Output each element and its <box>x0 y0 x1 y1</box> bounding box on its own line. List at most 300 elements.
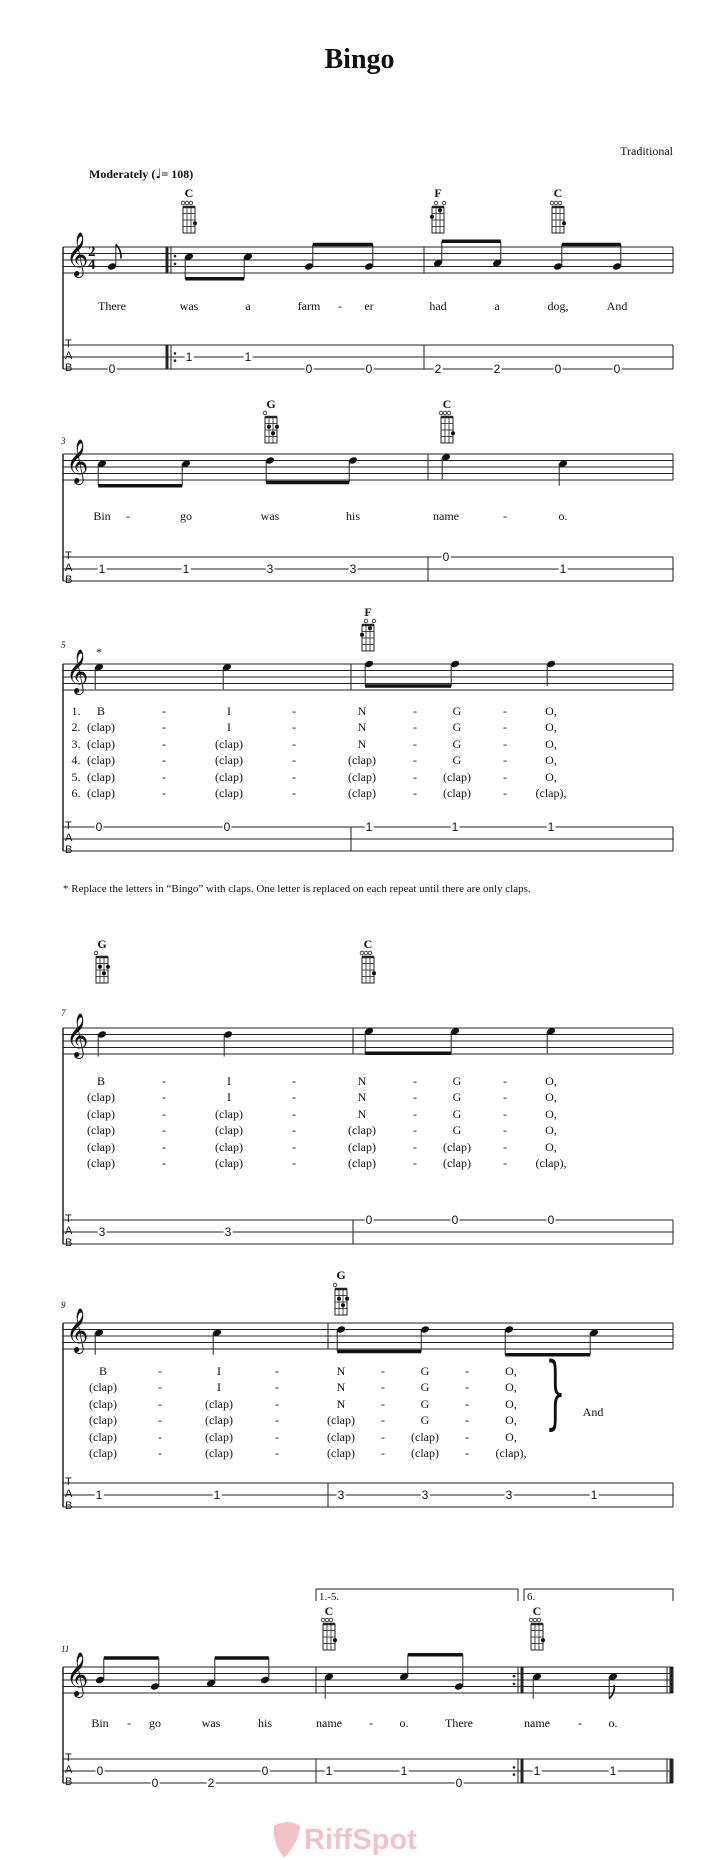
lyric-hyphen: - <box>275 1430 279 1444</box>
tempo-label: Moderately <box>89 167 149 181</box>
lyric-hyphen: - <box>381 1413 385 1427</box>
lyric-hyphen: - <box>503 737 507 751</box>
lyric-hyphen: - <box>413 1107 417 1121</box>
lyric-hyphen: - <box>381 1364 385 1378</box>
lyric-hyphen: - <box>158 1413 162 1427</box>
open-string-icon <box>550 201 554 205</box>
lyric-syllable: (clap) <box>215 770 243 784</box>
lyric-syllable: O, <box>505 1380 517 1394</box>
lyric-hyphen: - <box>292 1123 296 1137</box>
tab-fret-number: 1 <box>451 820 459 834</box>
lyric-syllable: G <box>452 753 462 767</box>
tab-fret-number: 1 <box>325 1764 333 1778</box>
tab-label-letter: T <box>65 550 72 562</box>
lyric-hyphen: - <box>503 1090 507 1104</box>
lyric-syllable: (clap) <box>89 1430 117 1444</box>
lyric-hyphen: - <box>465 1380 469 1394</box>
tab-fret-number: 3 <box>224 1225 232 1239</box>
lyric-syllable: was <box>179 299 199 313</box>
finger-dot-icon <box>275 425 279 429</box>
tempo-bpm: = 108) <box>161 167 194 181</box>
lyric-hyphen: - <box>413 1123 417 1137</box>
open-string-icon <box>333 1283 337 1287</box>
lyric-hyphen: - <box>275 1413 279 1427</box>
lyric-hyphen: - <box>413 770 417 784</box>
lyric-hyphen: - <box>275 1397 279 1411</box>
lyric-syllable: N <box>357 1074 367 1088</box>
chord-name: C <box>184 186 194 200</box>
tab-fret-number: 3 <box>98 1225 106 1239</box>
tab-fret-number: 1 <box>365 820 373 834</box>
treble-clef-icon: 𝄞 <box>66 649 89 693</box>
lyric-syllable: I <box>227 720 231 734</box>
lyric-syllable: Bin <box>91 1716 109 1730</box>
lyric-syllable: O, <box>545 1074 557 1088</box>
open-string-icon <box>372 619 376 623</box>
lyric-hyphen: - <box>465 1397 469 1411</box>
chord-name: C <box>442 397 452 411</box>
tab-fret-number: 1 <box>244 350 252 364</box>
tab-fret-number: 1 <box>559 562 567 576</box>
tab-label-letter: T <box>65 1476 72 1488</box>
lyric-hyphen: - <box>465 1364 469 1378</box>
finger-dot-icon <box>451 431 455 435</box>
tab-fret-number: 3 <box>349 562 357 576</box>
lyric-syllable: (clap) <box>215 1140 243 1154</box>
tab-fret-number: 1 <box>98 562 106 576</box>
volta-label: 1.-5. <box>319 1591 340 1603</box>
tab-fret-number: 0 <box>108 362 116 376</box>
lyric-hyphen: - <box>292 1107 296 1121</box>
lyric-syllable: name <box>316 1716 342 1730</box>
lyric-syllable: (clap) <box>87 1123 115 1137</box>
lyric-syllable: (clap) <box>348 753 376 767</box>
tab-fret-number: 0 <box>151 1776 159 1790</box>
finger-dot-icon <box>193 221 197 225</box>
finger-dot-icon <box>267 425 271 429</box>
tab-label-letter: T <box>65 1213 72 1225</box>
lyric-hyphen: - <box>503 770 507 784</box>
lyric-hyphen: - <box>292 704 296 718</box>
lyric-hyphen: - <box>162 704 166 718</box>
lyric-syllable: O, <box>545 1140 557 1154</box>
measure-number: 5 <box>61 640 66 650</box>
finger-dot-icon <box>368 626 372 630</box>
lyric-syllable: (clap) <box>87 786 115 800</box>
lyric-hyphen: - <box>503 1074 507 1088</box>
tab-fret-number: 3 <box>266 562 274 576</box>
tab-fret-number: 0 <box>451 1213 459 1227</box>
lyric-syllable: (clap) <box>215 1107 243 1121</box>
lyric-syllable: G <box>452 1090 462 1104</box>
chord-name: C <box>363 937 373 951</box>
lyric-hyphen: - <box>275 1446 279 1460</box>
tab-fret-number: 0 <box>96 1764 104 1778</box>
lyric-hyphen: - <box>503 786 507 800</box>
lyric-syllable: (clap) <box>411 1446 439 1460</box>
lyric-hyphen: - <box>292 1140 296 1154</box>
lyric-hyphen: - <box>162 786 166 800</box>
volta-bracket-2 <box>524 1589 673 1601</box>
open-string-icon <box>434 201 438 205</box>
lyric-syllable: (clap) <box>87 1090 115 1104</box>
lyric-hyphen: - <box>381 1446 385 1460</box>
lyric-syllable: (clap) <box>215 753 243 767</box>
lyric-hyphen: - <box>162 753 166 767</box>
lyric-syllable: (clap) <box>348 1123 376 1137</box>
tab-fret-number: 1 <box>213 1488 221 1502</box>
lyric-hyphen: - <box>162 720 166 734</box>
open-string-icon <box>185 201 189 205</box>
lyric-hyphen: - <box>413 720 417 734</box>
lyric-hyphen: - <box>413 786 417 800</box>
lyric-hyphen: - <box>292 786 296 800</box>
lyric-hyphen: - <box>292 737 296 751</box>
repeat-dot <box>174 359 177 362</box>
treble-clef-icon: 𝄞 <box>66 1308 89 1352</box>
tab-fret-number: 0 <box>547 1213 555 1227</box>
repeat-dot <box>174 255 177 258</box>
lyric-syllable: (clap) <box>87 1140 115 1154</box>
verse-number: 1. <box>71 704 81 718</box>
lyric-syllable: I <box>227 1090 231 1104</box>
lyric-hyphen: - <box>292 753 296 767</box>
tab-label-letter: B <box>65 362 73 374</box>
measure-number: 7 <box>61 1008 66 1018</box>
tab-label-letter: B <box>65 844 73 856</box>
lyric-syllable: o. <box>558 509 568 523</box>
lyric-syllable: (clap) <box>89 1413 117 1427</box>
finger-dot-icon <box>98 965 102 969</box>
finger-dot-icon <box>372 971 376 975</box>
lyric-hyphen: - <box>292 1156 296 1170</box>
lyric-syllable: N <box>357 737 367 751</box>
finger-dot-icon <box>345 1297 349 1301</box>
chord-name: C <box>553 186 563 200</box>
lyric-syllable: was <box>201 1716 221 1730</box>
lyric-syllable: G <box>452 1123 462 1137</box>
lyric-syllable: (clap) <box>327 1446 355 1460</box>
lyric-syllable: (clap) <box>205 1413 233 1427</box>
tab-label-letter: B <box>65 1237 73 1249</box>
lyric-syllable: (clap), <box>495 1446 527 1460</box>
lyric-hyphen: - <box>413 1090 417 1104</box>
lyric-hyphen: - <box>465 1413 469 1427</box>
lyric-syllable: (clap) <box>215 1156 243 1170</box>
lyric-hyphen: - <box>381 1380 385 1394</box>
lyric-syllable: N <box>357 704 367 718</box>
time-signature-bottom: 4 <box>88 257 96 273</box>
lyric-syllable: N <box>336 1364 346 1378</box>
lyric-hyphen: - <box>158 1364 162 1378</box>
chord-name: G <box>266 397 276 411</box>
lyric-syllable: B <box>96 1074 106 1088</box>
lyric-hyphen: - <box>369 1716 373 1730</box>
lyric-syllable: (clap) <box>89 1380 117 1394</box>
lyric-syllable: (clap) <box>87 737 115 751</box>
lyric-syllable: O, <box>505 1364 517 1378</box>
lyric-syllable: And <box>606 299 628 313</box>
lyric-and: And <box>582 1405 604 1419</box>
lyric-syllable: (clap) <box>89 1446 117 1460</box>
lyric-hyphen: - <box>413 1156 417 1170</box>
lyric-hyphen: - <box>503 753 507 767</box>
tab-fret-number: 2 <box>434 362 442 376</box>
lyric-syllable: (clap) <box>205 1446 233 1460</box>
lyric-syllable: N <box>357 1107 367 1121</box>
lyric-hyphen: - <box>158 1397 162 1411</box>
finger-dot-icon <box>337 1297 341 1301</box>
open-string-icon <box>442 201 446 205</box>
volta-bracket-1 <box>316 1589 518 1601</box>
lyric-syllable: (clap), <box>535 786 567 800</box>
finger-dot-icon <box>438 208 442 212</box>
chord-name: F <box>364 605 372 619</box>
lyric-syllable: There <box>445 1716 473 1730</box>
lyric-syllable: name <box>433 509 459 523</box>
tab-label-letter: A <box>65 832 73 844</box>
tab-fret-number: 0 <box>365 1213 373 1227</box>
lyric-syllable: O, <box>545 1090 557 1104</box>
lyric-syllable: O, <box>545 737 557 751</box>
lyric-hyphen: - <box>465 1430 469 1444</box>
lyric-syllable: (clap) <box>327 1430 355 1444</box>
lyric-syllable: I <box>217 1364 221 1378</box>
lyric-hyphen: - <box>292 1090 296 1104</box>
finger-dot-icon <box>333 1638 337 1642</box>
tab-fret-number: 0 <box>554 362 562 376</box>
lyric-hyphen: - <box>413 1140 417 1154</box>
lyric-syllable: had <box>429 299 447 313</box>
lyric-syllable: name <box>524 1716 550 1730</box>
lyric-syllable: (clap) <box>348 770 376 784</box>
tab-fret-number: 1 <box>590 1488 598 1502</box>
open-string-icon <box>558 201 562 205</box>
lyric-syllable: (clap), <box>535 1156 567 1170</box>
lyric-syllable: (clap) <box>443 786 471 800</box>
lyric-syllable: (clap) <box>87 753 115 767</box>
lyric-syllable: (clap) <box>443 1156 471 1170</box>
lyric-syllable: N <box>357 720 367 734</box>
lyric-hyphen: - <box>413 704 417 718</box>
tab-fret-number: 0 <box>365 362 373 376</box>
lyric-hyphen: - <box>381 1397 385 1411</box>
finger-dot-icon <box>341 1303 345 1307</box>
lyric-syllable: O, <box>505 1430 517 1444</box>
lyric-syllable: G <box>420 1364 430 1378</box>
repeat-dot <box>513 1766 516 1769</box>
tab-fret-number: 1 <box>533 1764 541 1778</box>
measure-number: 11 <box>61 1644 70 1654</box>
tab-fret-number: 0 <box>261 1764 269 1778</box>
open-string-icon <box>189 201 193 205</box>
lyric-syllable: (clap) <box>348 1140 376 1154</box>
lyric-syllable: O, <box>545 720 557 734</box>
lyric-syllable: (clap) <box>87 1156 115 1170</box>
tab-fret-number: 1 <box>95 1488 103 1502</box>
lyric-syllable: N <box>336 1397 346 1411</box>
lyric-hyphen: - <box>162 1123 166 1137</box>
lyric-syllable: er <box>364 299 374 313</box>
finger-dot-icon <box>106 965 110 969</box>
finger-dot-icon <box>360 633 364 637</box>
lyric-syllable: G <box>420 1413 430 1427</box>
lyric-syllable: There <box>98 299 126 313</box>
lyric-hyphen: - <box>162 1156 166 1170</box>
tab-fret-number: 1 <box>547 820 555 834</box>
lyric-brace: } <box>545 1345 566 1438</box>
lyric-syllable: O, <box>505 1413 517 1427</box>
tab-fret-number: 1 <box>182 562 190 576</box>
song-title: Bingo <box>324 44 395 75</box>
lyric-hyphen: - <box>503 1140 507 1154</box>
lyric-syllable: G <box>452 737 462 751</box>
lyric-syllable: go <box>149 1716 161 1730</box>
lyric-syllable: (clap) <box>87 770 115 784</box>
footnote: * Replace the letters in “Bingo” with claps. One letter is replaced on each repeat until there are only claps. <box>63 883 531 895</box>
repeat-dot <box>513 1773 516 1776</box>
composer: Traditional <box>620 144 673 158</box>
open-string-icon <box>554 201 558 205</box>
lyric-syllable: (clap) <box>348 786 376 800</box>
lyric-syllable: (clap) <box>89 1397 117 1411</box>
lyric-syllable: G <box>452 720 462 734</box>
lyric-syllable: (clap) <box>443 770 471 784</box>
finger-dot-icon <box>562 221 566 225</box>
lyric-syllable: a <box>494 299 500 313</box>
lyric-syllable: O, <box>545 704 557 718</box>
tab-fret-number: 2 <box>493 362 501 376</box>
repeat-dot <box>513 1683 516 1686</box>
tab-label-letter: A <box>65 1225 73 1237</box>
quarter-note-icon: ♩ <box>155 167 162 182</box>
tab-label-letter: A <box>65 350 73 362</box>
lyric-syllable: a <box>245 299 251 313</box>
lyric-hyphen: - <box>158 1446 162 1460</box>
tab-fret-number: 1 <box>400 1764 408 1778</box>
lyric-syllable: (clap) <box>327 1413 355 1427</box>
chord-name: C <box>532 1604 542 1618</box>
lyric-syllable: (clap) <box>87 720 115 734</box>
repeat-dot <box>513 1675 516 1678</box>
lyric-syllable: G <box>452 704 462 718</box>
lyric-hyphen: - <box>338 299 342 313</box>
tab-label-letter: A <box>65 562 73 574</box>
lyric-syllable: (clap) <box>215 737 243 751</box>
treble-clef-icon: 𝄞 <box>66 1652 89 1696</box>
verse-number: 2. <box>71 720 81 734</box>
lyric-hyphen: - <box>503 704 507 718</box>
tab-label-letter: A <box>65 1764 73 1776</box>
lyric-syllable: farm <box>297 299 321 313</box>
volta-label: 6. <box>527 1591 536 1603</box>
lyric-syllable: N <box>357 1090 367 1104</box>
lyric-hyphen: - <box>413 753 417 767</box>
tab-label-letter: B <box>65 574 73 586</box>
lyric-syllable: (clap) <box>87 1107 115 1121</box>
time-signature-top: 2 <box>88 244 96 260</box>
repeat-dot <box>174 263 177 266</box>
lyric-hyphen: - <box>162 770 166 784</box>
tab-label-letter: T <box>65 1752 72 1764</box>
tab-fret-number: 3 <box>337 1488 345 1502</box>
verse-number: 3. <box>71 737 81 751</box>
watermark-text: RiffSpot <box>304 1824 417 1856</box>
lyric-syllable: (clap) <box>348 1156 376 1170</box>
tab-fret-number: 1 <box>185 350 193 364</box>
measure-number: 9 <box>61 1300 66 1310</box>
lyric-hyphen: - <box>413 737 417 751</box>
lyric-syllable: (clap) <box>411 1430 439 1444</box>
lyric-syllable: G <box>420 1380 430 1394</box>
tab-fret-number: 0 <box>442 550 450 564</box>
lyric-hyphen: - <box>413 1074 417 1088</box>
footnote-asterisk: * <box>96 645 102 659</box>
tab-label-letter: T <box>65 338 72 350</box>
lyric-syllable: O, <box>545 753 557 767</box>
lyric-syllable: o. <box>608 1716 618 1730</box>
tab-fret-number: 3 <box>421 1488 429 1502</box>
tab-fret-number: 1 <box>609 1764 617 1778</box>
treble-clef-icon: 𝄞 <box>66 439 89 483</box>
treble-clef-icon: 𝄞 <box>66 1013 89 1057</box>
tab-fret-number: 2 <box>207 1776 215 1790</box>
lyric-syllable: (clap) <box>205 1397 233 1411</box>
lyric-hyphen: - <box>578 1716 582 1730</box>
lyric-syllable: dog, <box>547 299 569 313</box>
chord-name: C <box>324 1604 334 1618</box>
lyric-syllable: was <box>260 509 280 523</box>
tab-label-letter: T <box>65 820 72 832</box>
verse-number: 6. <box>71 786 81 800</box>
repeat-dot <box>174 352 177 355</box>
lyric-hyphen: - <box>127 1716 131 1730</box>
lyric-syllable: O, <box>545 1123 557 1137</box>
tab-fret-number: 0 <box>95 820 103 834</box>
lyric-syllable: G <box>452 1107 462 1121</box>
lyric-hyphen: - <box>162 1107 166 1121</box>
lyric-syllable: o. <box>399 1716 409 1730</box>
lyric-hyphen: - <box>503 1123 507 1137</box>
lyric-hyphen: - <box>275 1364 279 1378</box>
open-string-icon <box>181 201 185 205</box>
tab-fret-number: 0 <box>613 362 621 376</box>
lyric-syllable: (clap) <box>215 1123 243 1137</box>
verse-number: 4. <box>71 753 81 767</box>
lyric-syllable: O, <box>545 1107 557 1121</box>
lyric-hyphen: - <box>162 1090 166 1104</box>
lyric-hyphen: - <box>465 1446 469 1460</box>
lyric-hyphen: - <box>503 509 507 523</box>
finger-dot-icon <box>271 431 275 435</box>
lyric-syllable: G <box>420 1397 430 1411</box>
lyric-hyphen: - <box>162 1140 166 1154</box>
lyric-hyphen: - <box>503 720 507 734</box>
lyric-syllable: (clap) <box>215 786 243 800</box>
lyric-syllable: I <box>217 1380 221 1394</box>
lyric-syllable: go <box>180 509 192 523</box>
lyric-syllable: G <box>452 1074 462 1088</box>
lyric-syllable: (clap) <box>205 1430 233 1444</box>
lyric-syllable: I <box>227 1074 231 1088</box>
lyric-syllable: I <box>227 704 231 718</box>
lyric-hyphen: - <box>503 1107 507 1121</box>
chord-name: G <box>336 1268 346 1282</box>
lyric-syllable: B <box>98 1364 108 1378</box>
lyric-hyphen: - <box>162 1074 166 1088</box>
lyric-hyphen: - <box>158 1430 162 1444</box>
lyric-hyphen: - <box>292 720 296 734</box>
